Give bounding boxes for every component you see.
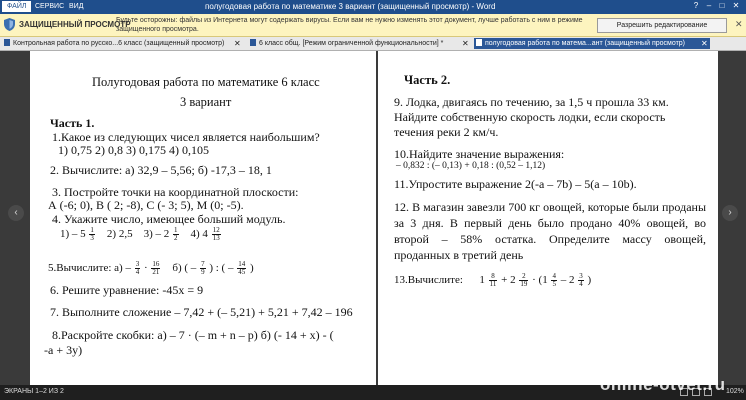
- denominator: 3: [90, 234, 94, 242]
- numerator: 16: [152, 260, 160, 268]
- word-doc-icon: [4, 39, 10, 46]
- numerator: 1: [174, 226, 178, 234]
- numerator: 3: [579, 272, 583, 280]
- minimize-button[interactable]: –: [706, 1, 712, 10]
- question-2: 2. Вычислите: а) 32,9 – 5,56; б) -17,3 – 18, 1: [50, 163, 272, 177]
- fraction: [578, 273, 584, 288]
- question-11: 11.Упростите выражение 2(-а – 7b) – 5(а – 10b).: [394, 177, 637, 191]
- zoom-level[interactable]: 102%: [726, 388, 744, 395]
- document-tab-bar: [0, 37, 746, 51]
- window-title: полугодовая работа по математике 3 вариант (защищенный просмотр) - Word: [205, 2, 496, 11]
- denominator: 13: [212, 234, 220, 242]
- term: · (1: [532, 274, 548, 287]
- protected-view-message: Будьте осторожны: файлы из Интернета могут содержать вирусы. Если вам не нужно изменять этот документ, лучше работать с ним в режиме защищенного просмотра.: [116, 17, 583, 33]
- question-1-options: 1) 0,75 2) 0,8 3) 0,175 4) 0,105: [58, 143, 209, 157]
- numerator: 14: [238, 260, 246, 268]
- numerator: 4: [552, 272, 556, 280]
- question-13: [394, 273, 591, 288]
- term: + 2: [501, 274, 516, 287]
- question-9: 9. Лодка, двигаясь по течению, за 1,5 ч прошла 33 км. Найдите собственную скорость лодки, если скорость течения реки 2 км/ч.: [394, 95, 669, 139]
- help-button[interactable]: ?: [693, 1, 699, 10]
- doc-tab-label: 6 класс общ. [Режим ограниченной функциональности] *: [259, 40, 444, 47]
- question-6: 6. Решите уравнение: -45х = 9: [50, 283, 204, 297]
- numerator: 3: [135, 260, 140, 268]
- fraction: [151, 261, 160, 276]
- option-text: 1) – 5: [60, 228, 86, 241]
- numerator: 2: [519, 273, 528, 281]
- screen-counter: ЭКРАНЫ 1–2 ИЗ 2: [4, 388, 64, 395]
- doc-tab-label: полугодовая работа по матема...ант (защищенный просмотр): [485, 40, 686, 47]
- question-8-continued: -а + 3у): [44, 343, 83, 357]
- next-page-icon[interactable]: ›: [722, 205, 738, 221]
- question-5-label: 5.Вычислите: а) –: [48, 262, 131, 275]
- close-tab-icon[interactable]: ✕: [701, 39, 708, 48]
- shield-icon: [4, 18, 15, 31]
- tab-file[interactable]: ФАЙЛ: [2, 1, 31, 12]
- maximize-button[interactable]: □: [719, 1, 725, 10]
- fraction: [212, 227, 221, 242]
- doc-tab-2[interactable]: [248, 38, 470, 49]
- doc-tab-3[interactable]: [474, 38, 710, 49]
- question-13-label: 13.Вычислите:: [394, 274, 463, 287]
- denominator: 19: [520, 280, 528, 288]
- page-1: [30, 51, 376, 385]
- tab-service[interactable]: СЕРВИС: [35, 3, 65, 10]
- question-3-points: А (-6; 0), В ( 2; -8), С (- 3; 5), М (0; -5).: [48, 198, 244, 212]
- doc-tab-1[interactable]: [2, 38, 242, 49]
- operator: ·: [143, 262, 148, 275]
- denominator: 4: [579, 280, 583, 288]
- question-1: 1.Какое из следующих чисел является наибольшим?: [52, 130, 320, 144]
- word-doc-icon: [250, 39, 256, 46]
- watermark: online-otvet.ru: [600, 375, 726, 394]
- question-10: 10.Найдите значение выражения:: [394, 147, 565, 161]
- protected-view-bar: [0, 14, 746, 37]
- question-10-expression: – 0,832 : (– 0,13) + 0,18 : (0,52 – 1,12): [396, 161, 546, 171]
- close-infobar-icon[interactable]: ✕: [735, 19, 743, 29]
- operator: ): [249, 262, 254, 275]
- numerator: 7: [201, 260, 205, 268]
- term: – 2: [560, 274, 575, 287]
- question-4: 4. Укажите число, имеющее больший модуль.: [52, 212, 286, 226]
- term: 1: [479, 274, 485, 287]
- fraction: [135, 261, 141, 276]
- denominator: 9: [201, 268, 205, 276]
- part-b-label: б) ( –: [172, 262, 197, 275]
- fraction: [173, 227, 179, 242]
- denominator: 5: [552, 280, 556, 288]
- close-window-button[interactable]: ✕: [732, 1, 740, 10]
- numerator: 12: [212, 226, 220, 234]
- fraction: [89, 227, 95, 242]
- close-tab-icon[interactable]: ✕: [462, 39, 469, 48]
- operator: ) : ( –: [209, 262, 234, 275]
- part1-heading: Часть 1.: [50, 116, 95, 130]
- denominator: 45: [238, 268, 246, 276]
- option-text: 2) 2,5: [106, 228, 133, 241]
- question-3: 3. Постройте точки на координатной плоскости:: [52, 185, 299, 199]
- page-2: [378, 51, 718, 385]
- fraction: [237, 261, 246, 276]
- question-7: 7. Выполните сложение – 7,42 + (– 5,21) + 5,21 + 7,42 – 196: [50, 305, 353, 319]
- numerator: 1: [90, 226, 94, 234]
- document-heading: Полугодовая работа по математике 6 класс: [92, 75, 320, 89]
- close-tab-icon[interactable]: ✕: [234, 39, 241, 48]
- denominator: 4: [135, 268, 140, 276]
- title-bar: [0, 0, 746, 14]
- fraction: [551, 273, 557, 288]
- variant-label: 3 вариант: [180, 95, 232, 109]
- fraction: [519, 273, 528, 288]
- option-text: 4) 4: [190, 228, 208, 241]
- option-text: 3) – 2: [143, 228, 170, 241]
- denominator: 11: [489, 280, 497, 288]
- numerator: 8: [489, 273, 498, 281]
- enable-editing-button[interactable]: Разрешить редактирование: [597, 18, 727, 33]
- denominator: 21: [152, 268, 160, 276]
- term: ): [587, 274, 592, 287]
- prev-page-icon[interactable]: ‹: [8, 205, 24, 221]
- fraction: [200, 261, 206, 276]
- tab-view[interactable]: ВИД: [69, 3, 84, 10]
- fraction: [489, 273, 498, 288]
- protected-view-label: ЗАЩИЩЕННЫЙ ПРОСМОТР: [19, 20, 131, 29]
- doc-tab-label: Контрольная работа по русско...6 класс (защищенный просмотр): [13, 40, 225, 47]
- denominator: 2: [174, 234, 178, 242]
- question-4-options: [60, 227, 222, 242]
- question-8: 8.Раскройте скобки: а) – 7 · (– m + n – p) б) (- 14 + х) - (: [52, 328, 334, 342]
- question-12: 12. В магазин завезли 700 кг овощей, которые были проданы за 3 дня. В первый день было продано 40% овощей, во второй – 58% остатка. Определите массу овощей, проданных в третий день: [394, 200, 706, 262]
- part2-heading: Часть 2.: [404, 73, 451, 87]
- question-5: [48, 261, 254, 276]
- word-doc-icon: [476, 39, 482, 46]
